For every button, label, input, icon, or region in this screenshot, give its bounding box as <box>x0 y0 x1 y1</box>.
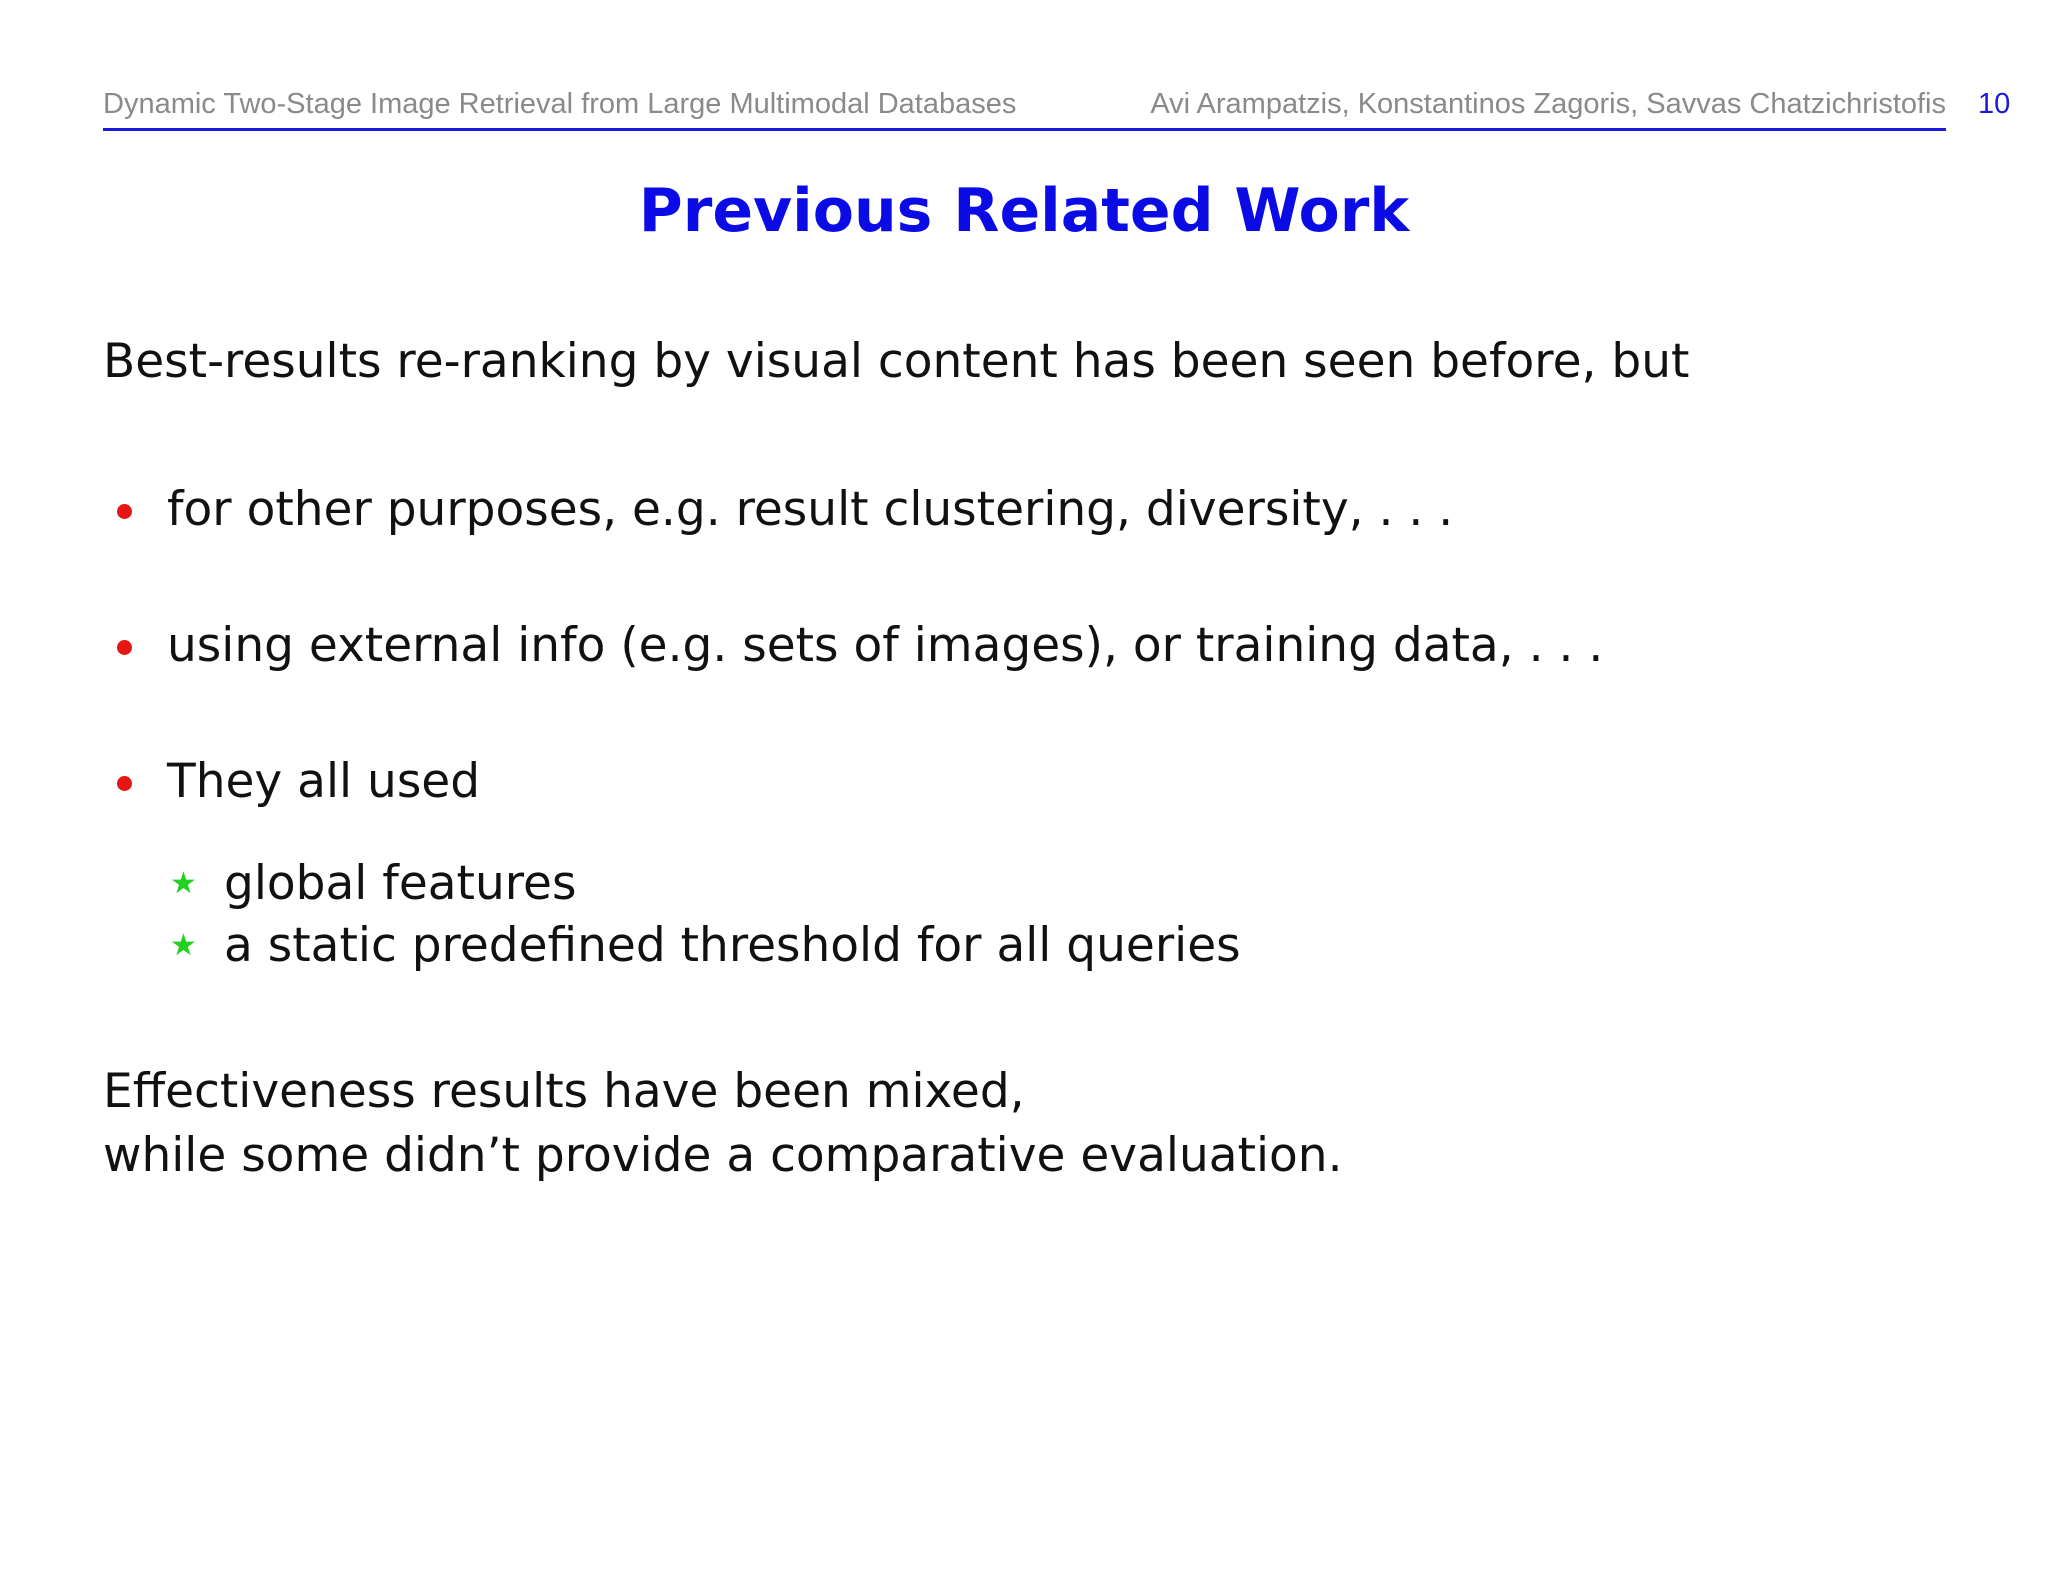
conclusion-line: while some didn’t provide a comparative evaluation. <box>103 1128 1343 1183</box>
green-star-icon: ★ <box>170 866 197 901</box>
bullet-text: They all used <box>167 754 481 809</box>
intro-text: Best-results re-ranking by visual content has been seen before, but <box>103 334 1690 389</box>
conclusion-line: Effectiveness results have been mixed, <box>103 1064 1025 1119</box>
page-number: 10 <box>1978 88 2011 120</box>
green-star-icon: ★ <box>170 928 197 963</box>
sub-bullet-text: a static predefined threshold for all queries <box>224 918 1241 973</box>
slide-title: Previous Related Work <box>638 176 1410 246</box>
presentation-title: Dynamic Two-Stage Image Retrieval from Large Multimodal Databases <box>103 88 1017 120</box>
red-dot-bullet-icon <box>117 640 132 655</box>
bullet-text: for other purposes, e.g. result clustering, diversity, . . . <box>167 482 1454 537</box>
sub-bullet-text: global features <box>224 856 577 911</box>
red-dot-bullet-icon <box>117 776 132 791</box>
header-divider <box>103 128 1946 131</box>
slide-header <box>103 88 1946 128</box>
conclusion-text <box>103 1060 1343 1188</box>
red-dot-bullet-icon <box>117 504 132 519</box>
bullet-text: using external info (e.g. sets of images), or training data, . . . <box>167 618 1604 673</box>
presentation-authors: Avi Arampatzis, Konstantinos Zagoris, Savvas Chatzichristofis <box>1150 88 1946 120</box>
